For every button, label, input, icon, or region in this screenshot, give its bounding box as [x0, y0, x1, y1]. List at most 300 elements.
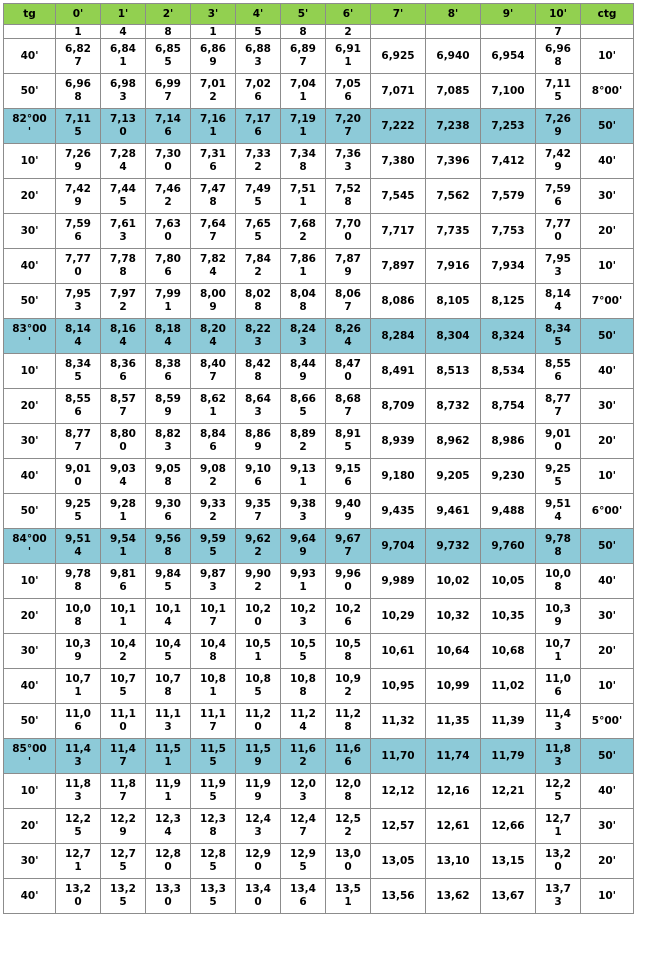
- value-cell: 7,897: [371, 249, 426, 284]
- value-cell: 11,1 3: [146, 704, 191, 739]
- table-row: [4, 424, 634, 459]
- value-cell: 7,17 6: [236, 109, 281, 144]
- value-cell: 9,51 4: [536, 494, 581, 529]
- ctg-angle-cell: 8°00': [581, 74, 634, 109]
- value-cell: 8,04 8: [281, 284, 326, 319]
- value-cell: 8,55 6: [56, 389, 101, 424]
- value-cell: 11,8 7: [101, 774, 146, 809]
- value-cell: 8,00 9: [191, 284, 236, 319]
- value-cell: 8,64 3: [236, 389, 281, 424]
- value-cell: 7,49 5: [236, 179, 281, 214]
- value-cell: 11,2 8: [326, 704, 371, 739]
- value-cell: 12,4 7: [281, 809, 326, 844]
- tg-angle-cell: 50': [4, 284, 56, 319]
- value-cell: 9,25 5: [536, 459, 581, 494]
- value-cell: 10,1 1: [101, 599, 146, 634]
- value-cell: 9,05 8: [146, 459, 191, 494]
- value-cell: 7,562: [426, 179, 481, 214]
- table-row-degree: [4, 529, 634, 564]
- value-cell: 10,7 1: [536, 634, 581, 669]
- table-row-degree: [4, 739, 634, 774]
- value-cell: 7,238: [426, 109, 481, 144]
- value-cell: 8,42 8: [236, 354, 281, 389]
- value-cell: 7,11 5: [56, 109, 101, 144]
- table-row: [4, 774, 634, 809]
- value-cell: 13,2 5: [101, 879, 146, 914]
- value-cell: 12,8 0: [146, 844, 191, 879]
- value-cell: 6,96 8: [56, 74, 101, 109]
- value-cell: 7,753: [481, 214, 536, 249]
- header-minute: 2': [146, 4, 191, 25]
- value-cell: 9,08 2: [191, 459, 236, 494]
- value-cell: 11,6 6: [326, 739, 371, 774]
- value-cell: 7,47 8: [191, 179, 236, 214]
- value-cell: 8,534: [481, 354, 536, 389]
- value-cell: 8,77 7: [536, 389, 581, 424]
- value-cell: 7,59 6: [536, 179, 581, 214]
- value-cell: 10,61: [371, 634, 426, 669]
- ctg-angle-cell: 10': [581, 249, 634, 284]
- value-cell: 8,38 6: [146, 354, 191, 389]
- value-cell: 7,16 1: [191, 109, 236, 144]
- value-cell: 7,80 6: [146, 249, 191, 284]
- value-cell: 7,100: [481, 74, 536, 109]
- header-ctg: ctg: [581, 4, 634, 25]
- value-cell: 7,63 0: [146, 214, 191, 249]
- value-cell: 9,62 2: [236, 529, 281, 564]
- table-row: [4, 459, 634, 494]
- ctg-angle-cell: 10': [581, 39, 634, 74]
- value-cell: 9,67 7: [326, 529, 371, 564]
- value-cell: 10,9 2: [326, 669, 371, 704]
- table-row: [4, 179, 634, 214]
- value-cell: 7,77 0: [56, 249, 101, 284]
- tg-angle-cell: 40': [4, 39, 56, 74]
- table-row: [4, 74, 634, 109]
- value-cell: 11,0 6: [56, 704, 101, 739]
- value-cell: 12,21: [481, 774, 536, 809]
- ctg-angle-cell: 40': [581, 144, 634, 179]
- value-cell: 7,61 3: [101, 214, 146, 249]
- value-cell: 7,28 4: [101, 144, 146, 179]
- value-cell: 13,3 5: [191, 879, 236, 914]
- value-cell: 7,04 1: [281, 74, 326, 109]
- value-cell: 7,68 2: [281, 214, 326, 249]
- value-cell: 7,84 2: [236, 249, 281, 284]
- value-cell: 13,3 0: [146, 879, 191, 914]
- value-cell: 10,7 8: [146, 669, 191, 704]
- value-cell: 9,78 8: [56, 564, 101, 599]
- value-cell: 7,19 1: [281, 109, 326, 144]
- table-row-degree: [4, 319, 634, 354]
- value-cell: 11,32: [371, 704, 426, 739]
- value-cell: 11,4 3: [536, 704, 581, 739]
- value-cell: 13,56: [371, 879, 426, 914]
- value-cell: 6,940: [426, 39, 481, 74]
- value-cell: 10,32: [426, 599, 481, 634]
- value-cell: 11,35: [426, 704, 481, 739]
- value-cell: 7,95 3: [56, 284, 101, 319]
- value-cell: 9,25 5: [56, 494, 101, 529]
- header-minute: 1': [101, 4, 146, 25]
- value-cell: 10,3 9: [536, 599, 581, 634]
- value-cell: 8,16 4: [101, 319, 146, 354]
- value-cell: 7,82 4: [191, 249, 236, 284]
- tg-angle-cell: 20': [4, 389, 56, 424]
- value-cell: 9,435: [371, 494, 426, 529]
- value-cell: 7,085: [426, 74, 481, 109]
- value-cell: 7,26 9: [536, 109, 581, 144]
- value-cell: 8,44 9: [281, 354, 326, 389]
- value-cell: 8,55 6: [536, 354, 581, 389]
- value-cell: 9,90 2: [236, 564, 281, 599]
- value-cell: 7,95 3: [536, 249, 581, 284]
- value-cell: 6,925: [371, 39, 426, 74]
- tg-angle-cell: 10': [4, 564, 56, 599]
- value-cell: 7,934: [481, 249, 536, 284]
- value-cell: 8,491: [371, 354, 426, 389]
- value-cell: 13,5 1: [326, 879, 371, 914]
- value-cell: 10,1 7: [191, 599, 236, 634]
- tg-angle-cell: 30': [4, 214, 56, 249]
- value-cell: 8,732: [426, 389, 481, 424]
- value-cell: 9,230: [481, 459, 536, 494]
- ctg-angle-cell: 20': [581, 844, 634, 879]
- header-minute: 3': [191, 4, 236, 25]
- value-cell: 8,939: [371, 424, 426, 459]
- value-cell: 8,02 8: [236, 284, 281, 319]
- value-cell: 12,9 5: [281, 844, 326, 879]
- header-row: [4, 4, 634, 25]
- value-cell: 7,99 1: [146, 284, 191, 319]
- value-cell: 9,40 9: [326, 494, 371, 529]
- value-cell: 10,99: [426, 669, 481, 704]
- value-cell: 7,31 6: [191, 144, 236, 179]
- value-cell: 8,513: [426, 354, 481, 389]
- value-cell: 13,2 0: [56, 879, 101, 914]
- value-cell: 7,44 5: [101, 179, 146, 214]
- value-cell: 8,57 7: [101, 389, 146, 424]
- value-cell: 8,125: [481, 284, 536, 319]
- ctg-angle-cell: 5°00': [581, 704, 634, 739]
- value-cell: 9,760: [481, 529, 536, 564]
- tg-angle-cell: 20': [4, 599, 56, 634]
- value-cell: 6,84 1: [101, 39, 146, 74]
- value-cell: 8,18 4: [146, 319, 191, 354]
- value-cell: 7,02 6: [236, 74, 281, 109]
- table-row: [4, 809, 634, 844]
- value-cell: 9,51 4: [56, 529, 101, 564]
- value-cell: 7,77 0: [536, 214, 581, 249]
- ctg-angle-cell: [581, 25, 634, 39]
- header-minute: 4': [236, 4, 281, 25]
- tg-angle-cell: 40': [4, 669, 56, 704]
- value-cell: 8,80 0: [101, 424, 146, 459]
- value-cell: 7,78 8: [101, 249, 146, 284]
- value-cell: 12,66: [481, 809, 536, 844]
- value-cell: 11,79: [481, 739, 536, 774]
- value-cell: 8,06 7: [326, 284, 371, 319]
- value-cell: 8,34 5: [56, 354, 101, 389]
- header-minute: 5': [281, 4, 326, 25]
- value-cell: 12,61: [426, 809, 481, 844]
- value-cell: 11,9 1: [146, 774, 191, 809]
- value-cell: 7,87 9: [326, 249, 371, 284]
- tg-angle-cell: 50': [4, 494, 56, 529]
- value-cell: 10,68: [481, 634, 536, 669]
- value-cell: 11,6 2: [281, 739, 326, 774]
- value-cell: 6,85 5: [146, 39, 191, 74]
- value-cell: 12,57: [371, 809, 426, 844]
- value-cell: 10,29: [371, 599, 426, 634]
- value-cell: 10,8 8: [281, 669, 326, 704]
- value-cell: 11,9 5: [191, 774, 236, 809]
- tg-angle-cell: 20': [4, 809, 56, 844]
- value-cell: 8,14 4: [56, 319, 101, 354]
- value-cell: 5: [236, 25, 281, 39]
- value-cell: 13,67: [481, 879, 536, 914]
- value-cell: 11,74: [426, 739, 481, 774]
- value-cell: 10,4 2: [101, 634, 146, 669]
- value-cell: 7,33 2: [236, 144, 281, 179]
- value-cell: 9,59 5: [191, 529, 236, 564]
- value-cell: 9,78 8: [536, 529, 581, 564]
- ctg-angle-cell: 10': [581, 879, 634, 914]
- value-cell: 6,88 3: [236, 39, 281, 74]
- value-cell: 8,986: [481, 424, 536, 459]
- value-cell: 8,24 3: [281, 319, 326, 354]
- value-cell: 7,717: [371, 214, 426, 249]
- value-cell: 7,735: [426, 214, 481, 249]
- value-cell: 9,64 9: [281, 529, 326, 564]
- ctg-angle-cell: 50': [581, 319, 634, 354]
- value-cell: 7,916: [426, 249, 481, 284]
- value-cell: 10,8 1: [191, 669, 236, 704]
- value-cell: 12,9 0: [236, 844, 281, 879]
- value-cell: 12,7 1: [56, 844, 101, 879]
- value-cell: 10,5 1: [236, 634, 281, 669]
- value-cell: 12,8 5: [191, 844, 236, 879]
- value-cell: [371, 25, 426, 39]
- header-minute: 8': [426, 4, 481, 25]
- value-cell: 9,10 6: [236, 459, 281, 494]
- tg-angle-cell: 83°00 ': [4, 319, 56, 354]
- header-minute: 7': [371, 4, 426, 25]
- value-cell: 12,12: [371, 774, 426, 809]
- value-cell: 10,8 5: [236, 669, 281, 704]
- value-cell: 9,488: [481, 494, 536, 529]
- value-cell: 10,0 8: [536, 564, 581, 599]
- value-cell: 6,86 9: [191, 39, 236, 74]
- table-row: [4, 284, 634, 319]
- value-cell: 10,35: [481, 599, 536, 634]
- table-row: [4, 144, 634, 179]
- value-cell: [481, 25, 536, 39]
- ctg-angle-cell: 20': [581, 214, 634, 249]
- value-cell: 8,59 9: [146, 389, 191, 424]
- value-cell: 9,704: [371, 529, 426, 564]
- value-cell: 10,7 1: [56, 669, 101, 704]
- value-cell: 12,4 3: [236, 809, 281, 844]
- ctg-angle-cell: 30': [581, 179, 634, 214]
- value-cell: 7,13 0: [101, 109, 146, 144]
- value-cell: 10,05: [481, 564, 536, 599]
- value-cell: 11,8 3: [56, 774, 101, 809]
- tg-angle-cell: 10': [4, 144, 56, 179]
- value-cell: 9,33 2: [191, 494, 236, 529]
- value-cell: 9,13 1: [281, 459, 326, 494]
- tg-angle-cell: 10': [4, 354, 56, 389]
- value-cell: 12,16: [426, 774, 481, 809]
- value-cell: 10,2 0: [236, 599, 281, 634]
- ctg-angle-cell: 10': [581, 459, 634, 494]
- value-cell: 10,4 5: [146, 634, 191, 669]
- table-row: [4, 354, 634, 389]
- value-cell: 10,95: [371, 669, 426, 704]
- value-cell: 11,1 7: [191, 704, 236, 739]
- value-cell: 12,7 5: [101, 844, 146, 879]
- value-cell: 11,8 3: [536, 739, 581, 774]
- table-row: [4, 25, 634, 39]
- value-cell: 10,3 9: [56, 634, 101, 669]
- value-cell: 11,4 3: [56, 739, 101, 774]
- value-cell: 13,4 6: [281, 879, 326, 914]
- value-cell: 7,071: [371, 74, 426, 109]
- value-cell: 1: [191, 25, 236, 39]
- table-row: [4, 494, 634, 529]
- ctg-angle-cell: 40': [581, 564, 634, 599]
- value-cell: 7,65 5: [236, 214, 281, 249]
- value-cell: 11,39: [481, 704, 536, 739]
- value-cell: 8,324: [481, 319, 536, 354]
- tg-angle-cell: 30': [4, 634, 56, 669]
- header-minute: 0': [56, 4, 101, 25]
- table-row: [4, 669, 634, 704]
- value-cell: 9,93 1: [281, 564, 326, 599]
- value-cell: 7,20 7: [326, 109, 371, 144]
- ctg-angle-cell: 6°00': [581, 494, 634, 529]
- value-cell: 12,2 5: [56, 809, 101, 844]
- value-cell: 8,40 7: [191, 354, 236, 389]
- value-cell: 11,1 0: [101, 704, 146, 739]
- value-cell: 7,97 2: [101, 284, 146, 319]
- header-tg: tg: [4, 4, 56, 25]
- tg-angle-cell: [4, 25, 56, 39]
- value-cell: 11,2 0: [236, 704, 281, 739]
- value-cell: 10,0 8: [56, 599, 101, 634]
- tg-angle-cell: 84°00 ': [4, 529, 56, 564]
- value-cell: 9,81 6: [101, 564, 146, 599]
- table-row: [4, 214, 634, 249]
- value-cell: 8,91 5: [326, 424, 371, 459]
- value-cell: 11,2 4: [281, 704, 326, 739]
- ctg-angle-cell: 20': [581, 634, 634, 669]
- value-cell: 7,01 2: [191, 74, 236, 109]
- table-row: [4, 879, 634, 914]
- value-cell: 11,9 9: [236, 774, 281, 809]
- value-cell: 13,7 3: [536, 879, 581, 914]
- value-cell: 10,2 3: [281, 599, 326, 634]
- value-cell: 9,15 6: [326, 459, 371, 494]
- value-cell: 6,89 7: [281, 39, 326, 74]
- value-cell: 9,732: [426, 529, 481, 564]
- value-cell: 8,962: [426, 424, 481, 459]
- value-cell: 12,3 4: [146, 809, 191, 844]
- value-cell: 9,35 7: [236, 494, 281, 529]
- value-cell: 8,62 1: [191, 389, 236, 424]
- table-row: [4, 39, 634, 74]
- value-cell: 7,396: [426, 144, 481, 179]
- tg-angle-cell: 40': [4, 879, 56, 914]
- table-row: [4, 389, 634, 424]
- header-minute: 6': [326, 4, 371, 25]
- value-cell: 9,96 0: [326, 564, 371, 599]
- value-cell: 8: [146, 25, 191, 39]
- value-cell: 8,36 6: [101, 354, 146, 389]
- value-cell: 7,86 1: [281, 249, 326, 284]
- tg-angle-cell: 30': [4, 844, 56, 879]
- tg-angle-cell: 82°00 ': [4, 109, 56, 144]
- ctg-angle-cell: 30': [581, 389, 634, 424]
- value-cell: 10,1 4: [146, 599, 191, 634]
- value-cell: 6,99 7: [146, 74, 191, 109]
- value-cell: 7,05 6: [326, 74, 371, 109]
- table-row: [4, 599, 634, 634]
- value-cell: 9,01 0: [56, 459, 101, 494]
- value-cell: 6,82 7: [56, 39, 101, 74]
- value-cell: 11,4 7: [101, 739, 146, 774]
- value-cell: 7,253: [481, 109, 536, 144]
- value-cell: 2: [326, 25, 371, 39]
- value-cell: 10,4 8: [191, 634, 236, 669]
- tg-angle-cell: 40': [4, 459, 56, 494]
- value-cell: 7,36 3: [326, 144, 371, 179]
- value-cell: 7,30 0: [146, 144, 191, 179]
- value-cell: 10,7 5: [101, 669, 146, 704]
- value-cell: 10,2 6: [326, 599, 371, 634]
- table-row: [4, 844, 634, 879]
- tg-angle-cell: 30': [4, 424, 56, 459]
- tg-angle-cell: 50': [4, 704, 56, 739]
- value-cell: 12,7 1: [536, 809, 581, 844]
- value-cell: 7,52 8: [326, 179, 371, 214]
- value-cell: 7,11 5: [536, 74, 581, 109]
- value-cell: 9,180: [371, 459, 426, 494]
- value-cell: 8,86 9: [236, 424, 281, 459]
- value-cell: 7,59 6: [56, 214, 101, 249]
- value-cell: 7,42 9: [536, 144, 581, 179]
- value-cell: 13,4 0: [236, 879, 281, 914]
- value-cell: 10,02: [426, 564, 481, 599]
- value-cell: 7,222: [371, 109, 426, 144]
- value-cell: 13,10: [426, 844, 481, 879]
- value-cell: 7,14 6: [146, 109, 191, 144]
- ctg-angle-cell: 40': [581, 354, 634, 389]
- value-cell: 8,105: [426, 284, 481, 319]
- value-cell: 7,42 9: [56, 179, 101, 214]
- tg-angle-cell: 50': [4, 74, 56, 109]
- value-cell: 12,0 8: [326, 774, 371, 809]
- table-row: [4, 249, 634, 284]
- value-cell: 8,26 4: [326, 319, 371, 354]
- value-cell: 6,954: [481, 39, 536, 74]
- value-cell: 6,96 8: [536, 39, 581, 74]
- value-cell: 9,989: [371, 564, 426, 599]
- value-cell: 8,284: [371, 319, 426, 354]
- ctg-angle-cell: 30': [581, 809, 634, 844]
- value-cell: 9,03 4: [101, 459, 146, 494]
- value-cell: 8,14 4: [536, 284, 581, 319]
